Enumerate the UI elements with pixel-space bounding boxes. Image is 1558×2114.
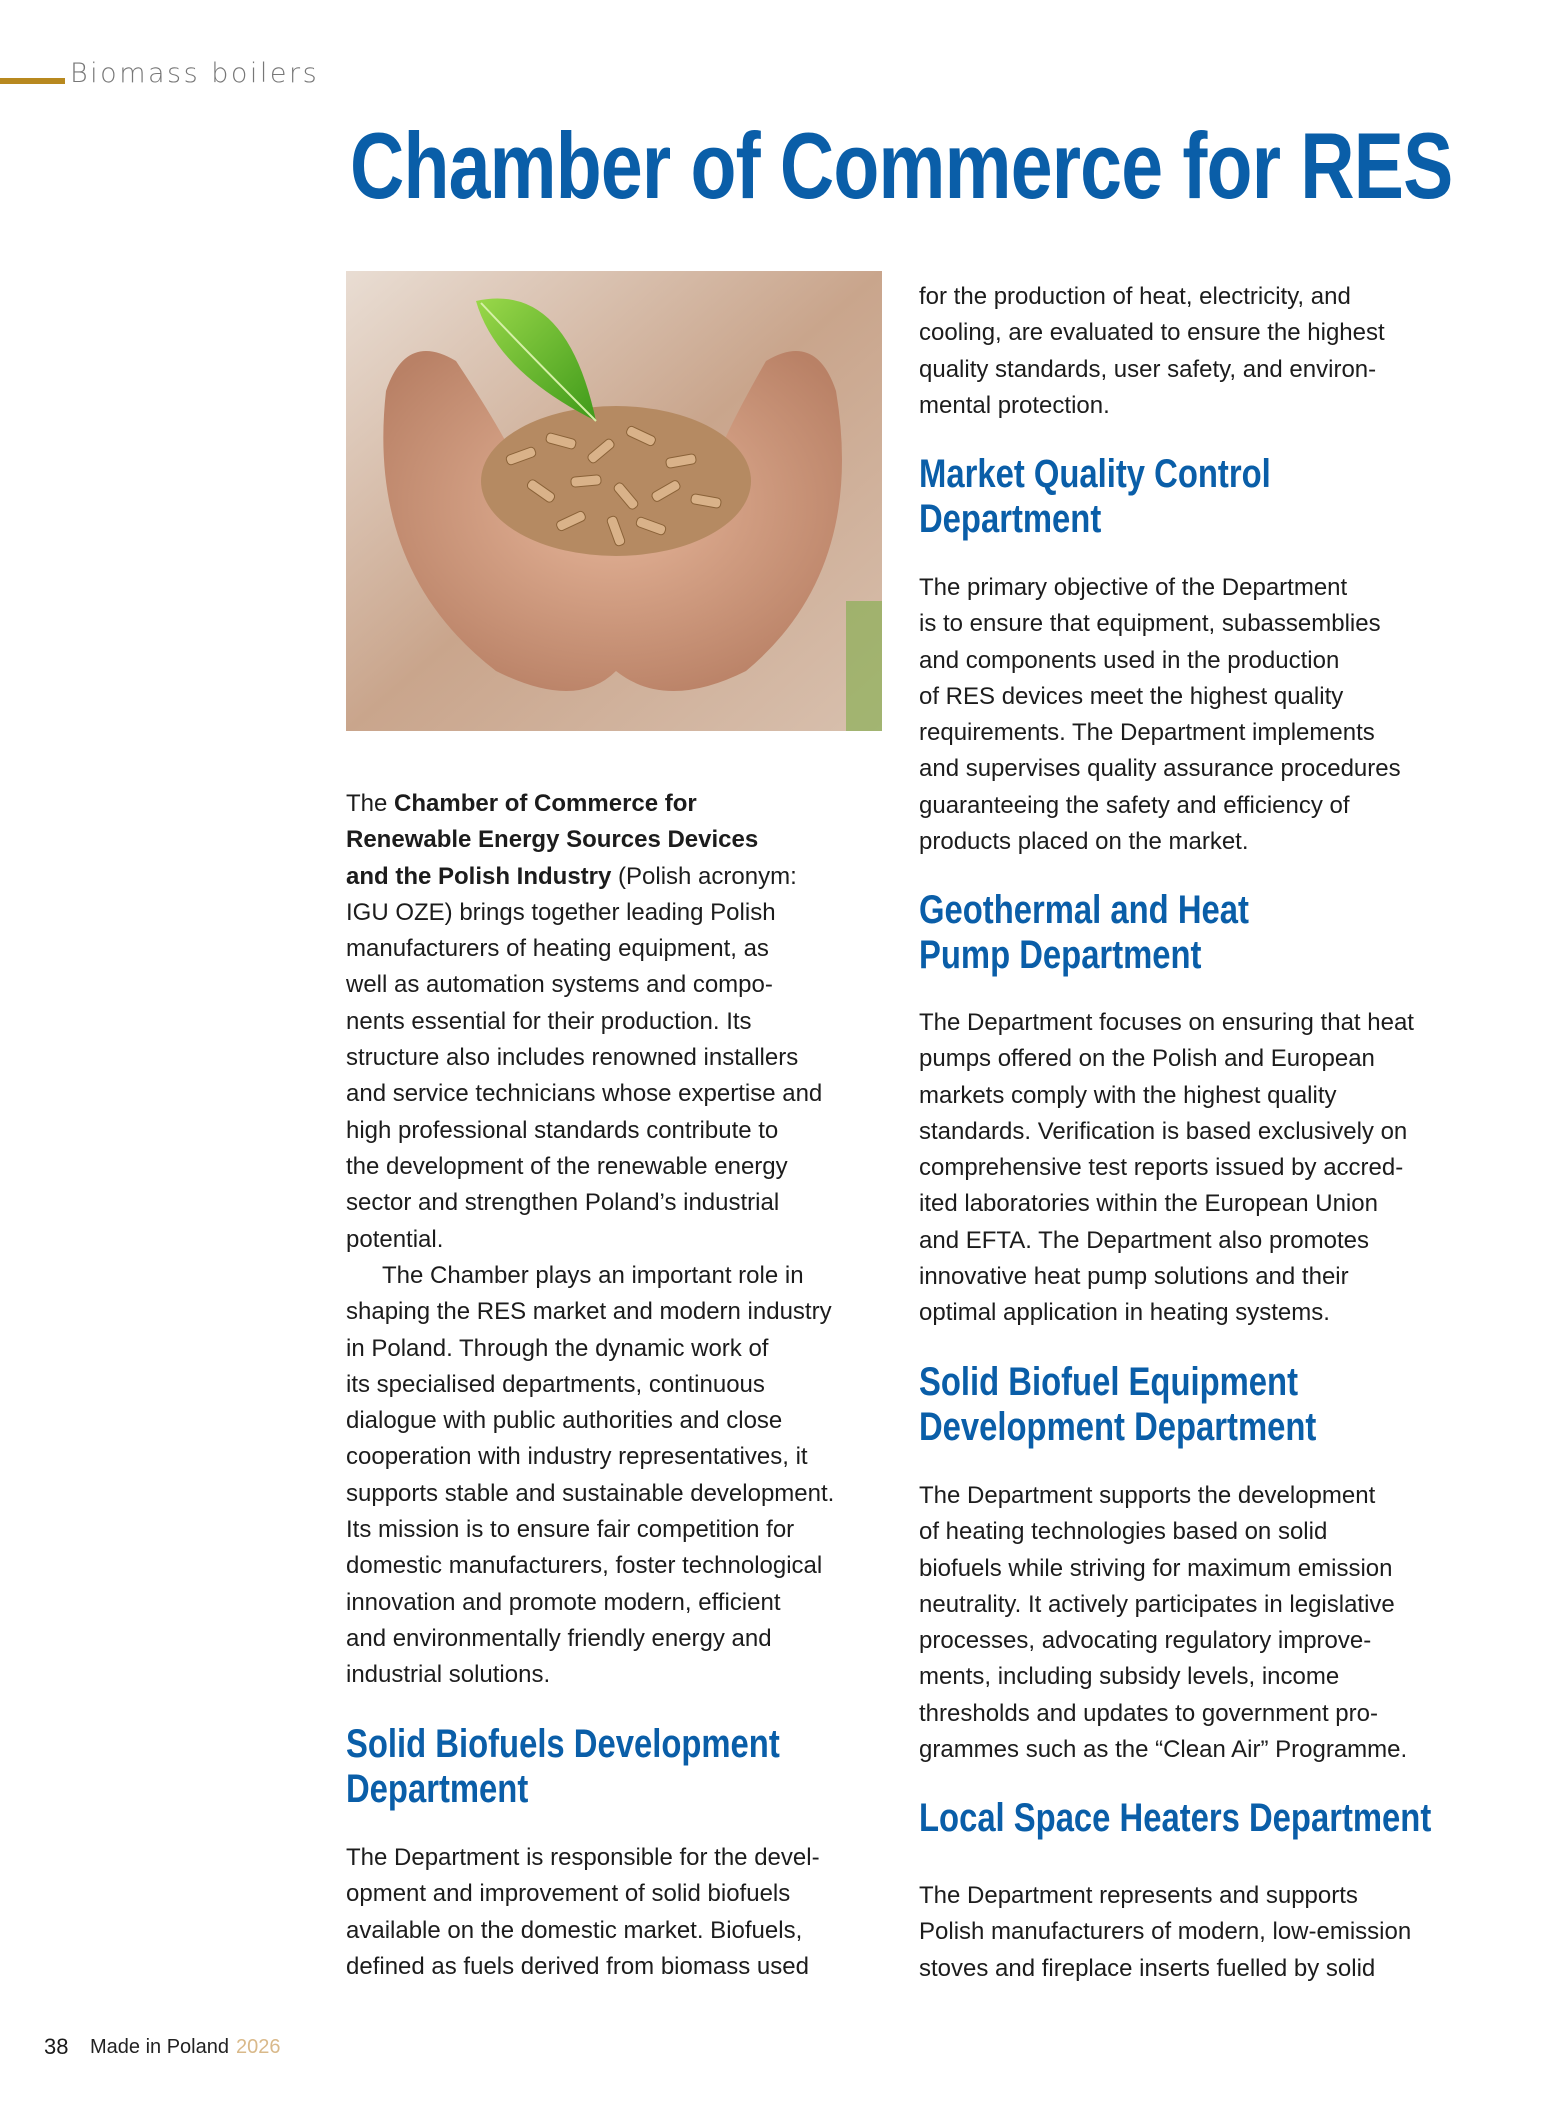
text-line: its specialised departments, continuous [346,1370,765,1398]
text-line [346,1149,906,1185]
text-line [346,1004,906,1040]
text-line: stoves and fireplace inserts fuelled by solid [919,1954,1376,1982]
text-line: for the production of heat, electricity, and [919,283,1351,310]
text-line [346,1040,906,1076]
section-label: Biomass boilers [70,58,320,89]
section-heading [919,452,1271,542]
text-run: structure also includes renowned installers [346,1044,799,1072]
text-line: industrial solutions. [346,1661,551,1689]
text-line: and environmentally friendly energy and [346,1624,772,1652]
text-line: supports stable and sustainable development. [346,1479,835,1507]
heading-line: Solid Biofuel Equipment [919,1360,1299,1404]
text-line [346,931,906,967]
section-heading [346,1722,780,1812]
text-run: IGU OZE) brings together leading Polish [346,898,776,926]
bold-text: Renewable Energy Sources Devices [346,826,759,854]
text-line: standards. Verification is based exclusively on [919,1117,1408,1145]
continued-paragraph [919,279,1479,424]
section-heading [919,1796,1431,1841]
page-title: Chamber of Commerce for RES [350,113,1453,218]
text-line: biofuels while striving for maximum emission [919,1554,1393,1582]
section-accent-bar [0,78,65,84]
text-line: available on the domestic market. Biofuels, [346,1916,803,1944]
text-run: well as automation systems and compo- [346,971,773,999]
text-line: innovation and promote modern, efficient [346,1588,781,1616]
heading-line: Geothermal and Heat [919,888,1249,932]
text-run: sector and strengthen Poland’s industrial [346,1189,780,1217]
text-line: Its mission is to ensure fair competition for [346,1516,795,1544]
text-line: dialogue with public authorities and close [346,1407,783,1435]
heading-line: Development Department [919,1405,1317,1449]
text-line: The Department supports the development [919,1482,1376,1509]
text-line [346,822,906,858]
section-body [919,570,1479,860]
bold-text: and the Polish Industry [346,862,612,890]
section-body [919,1478,1479,1768]
text-line [346,895,906,931]
text-line [346,1185,906,1221]
text-line [346,786,906,822]
text-line: The Department focuses on ensuring that heat [919,1009,1414,1036]
text-line [346,1076,906,1112]
heading-line: Pump Department [919,933,1202,977]
heading-line: Local Space Heaters Department [919,1796,1432,1840]
text-line: optimal application in heating systems. [919,1299,1330,1327]
text-line: mental protection. [919,391,1110,419]
page-number: 38 [44,2034,69,2059]
section-heading [919,888,1249,978]
text-line: domestic manufacturers, foster technological [346,1552,823,1580]
text-line: ments, including subsidy levels, income [919,1663,1340,1691]
text-line: products placed on the market. [919,828,1249,856]
text-line: ited laboratories within the European Union [919,1190,1378,1218]
text-line: markets comply with the highest quality [919,1081,1337,1109]
text-run: the development of the renewable energy [346,1152,788,1180]
text-line: Polish manufacturers of modern, low-emission [919,1918,1412,1946]
text-line [346,1113,906,1149]
publication-name: Made in Poland [90,2036,229,2058]
heading-line: Market Quality Control [919,452,1271,496]
text-line [346,967,906,1003]
text-line: and EFTA. The Department also promotes [919,1226,1369,1254]
text-line: cooling, are evaluated to ensure the highest [919,319,1385,347]
text-run: high professional standards contribute to [346,1116,779,1144]
text-run: potential. [346,1225,444,1253]
text-line: opment and improvement of solid biofuels [346,1880,791,1908]
text-line: processes, advocating regulatory improve- [919,1627,1372,1655]
text-line: thresholds and updates to government pro- [919,1699,1378,1727]
text-line: defined as fuels derived from biomass used [346,1952,809,1980]
text-line: guaranteeing the safety and efficiency of [919,791,1350,819]
publication-year: 2026 [236,2036,281,2058]
text-line: requirements. The Department implements [919,719,1375,747]
heading-line: Department [919,497,1102,541]
text-line: quality standards, user safety, and environ- [919,355,1377,383]
text-line: of heating technologies based on solid [919,1518,1328,1546]
text-run: nents essential for their production. Its [346,1007,752,1035]
pellets-in-hands-photo [346,271,882,731]
text-line: shaping the RES market and modern industry [346,1298,832,1326]
text-run: and service technicians whose expertise and [346,1080,823,1108]
text-line: neutrality. It actively participates in legislative [919,1590,1395,1618]
intro-paragraph [346,786,906,1258]
text-line: The Chamber plays an important role in [382,1262,804,1289]
text-line: in Poland. Through the dynamic work of [346,1334,769,1362]
text-line: comprehensive test reports issued by accred- [919,1154,1404,1182]
text-line: The Department represents and supports [919,1882,1358,1909]
text-line [346,1222,906,1258]
text-run: The [346,790,395,817]
text-line: innovative heat pump solutions and their [919,1263,1349,1291]
text-line: cooperation with industry representatives, it [346,1443,808,1471]
section-body [919,1005,1479,1332]
text-run: (Polish acronym: [611,862,797,890]
text-line [346,859,906,895]
text-line: The primary objective of the Department [919,574,1348,601]
section-body [346,1840,906,1985]
text-line: The Department is responsible for the devel- [346,1844,820,1871]
heading-line: Solid Biofuels Development [346,1722,780,1766]
text-run: manufacturers of heating equipment, as [346,935,769,963]
text-line: and components used in the production [919,646,1340,674]
chamber-role-paragraph [346,1258,906,1694]
section-heading [919,1360,1316,1450]
heading-line: Department [346,1767,529,1811]
text-line: of RES devices meet the highest quality [919,682,1344,710]
section-body [919,1878,1479,1987]
bold-text: Chamber of Commerce for [394,790,697,817]
text-line: pumps offered on the Polish and European [919,1045,1375,1073]
text-line: grammes such as the “Clean Air” Programme. [919,1736,1408,1764]
text-line: is to ensure that equipment, subassemblies [919,610,1381,638]
text-line: and supervises quality assurance procedures [919,755,1401,783]
